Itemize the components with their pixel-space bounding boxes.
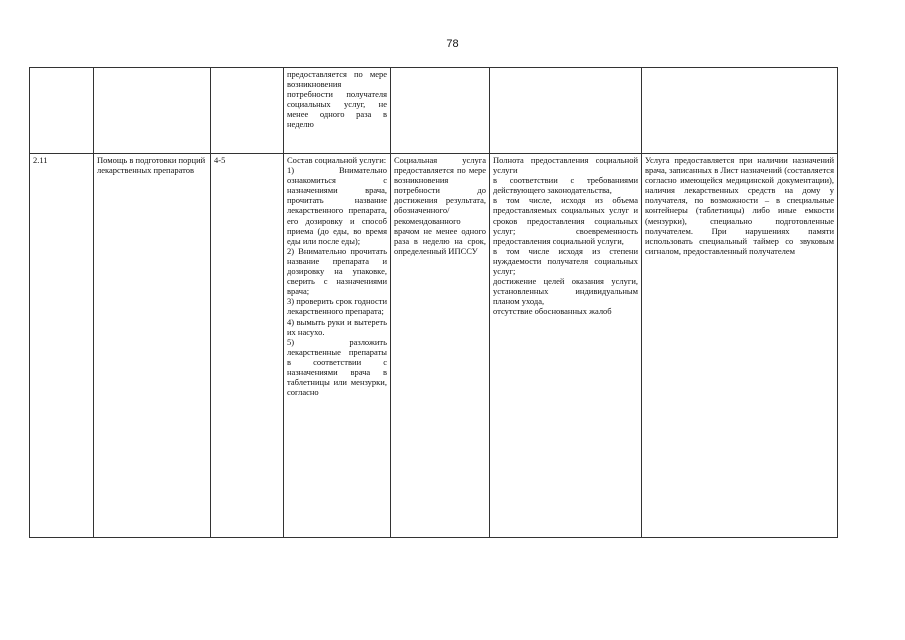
cell-period: предоставляется по мере возникновения потребности получателя социальных услуг, не менее одного раза в неделю (284, 68, 391, 154)
content-line: 3) проверить срок годности лекарственного препарата; (287, 296, 387, 317)
cell-service-name: Помощь в подготовки порций лекарственных препаратов (94, 154, 211, 538)
cell-quality (490, 68, 642, 154)
cell-time-norm (211, 68, 284, 154)
cell-number (30, 68, 94, 154)
content-line: 1) Внимательно ознакомиться с назначениями врача, прочитать название лекарственного препарата, его дозировку и способ приема (до еды, во время еды или после еды); (287, 165, 387, 246)
content-line: 4) вымыть руки и вытереть их насухо. (287, 316, 387, 337)
quality-line: в том числе исходя из степени нуждаемости получателя социальных услуг; (493, 245, 638, 277)
content-line: 5) разложить лекарственные препараты в соответствии с назначениями врача в таблетницы или мензурки, согласно (287, 336, 387, 398)
quality-line: достижение целей оказания услуги, установленных индивидуальным планом ухода, (493, 276, 638, 307)
content-line: Состав социальной услуги: (287, 155, 387, 165)
quality-line: Полнота предоставления социальной услуги (493, 155, 638, 176)
cell-content (284, 154, 391, 538)
cell-conditions: Услуга предоставляется при наличии назначений врача, записанных в Лист назначений (составляется согласно имеющейся медицинской документации), наличия лекарственных средств на дому у получателя, по возможности – в специальные контейнеры (таблетницы) либо иные емкости (мензурки), специально подготовленные получателем. При нарушениях памяти использовать специальный таймер со звуковым сигналом, предоставленный получателем (642, 154, 838, 538)
cell-time-norm: 4-5 (211, 154, 284, 538)
cell-quality (490, 154, 642, 538)
page-number: 78 (446, 38, 459, 50)
services-table (29, 67, 838, 538)
cell-period: Социальная услуга предоставляется по мере возникновения потребности до достижения результата, обозначенного/ рекомендованного врачом не менее одного раза в неделю на срок, определенный ИПССУ (391, 154, 490, 538)
cell-number: 2.11 (30, 154, 94, 538)
quality-line: в том числе, исходя из объема предоставляемых социальных услуг и сроков предоставления социальных услуг; своевременность предоставления социальной услуги, (493, 195, 638, 246)
cell-service-name (94, 68, 211, 154)
cell-conditions (642, 68, 838, 154)
table-row (30, 154, 838, 538)
cell-content (391, 68, 490, 154)
quality-line: в соответствии с требованиями действующего законодательства, (493, 175, 638, 196)
content-line: 2) Внимательно прочитать название препарата и дозировку на упаковке, сверить с назначениями врача; (287, 245, 387, 297)
table-row (30, 68, 838, 154)
quality-line: отсутствие обоснованных жалоб (493, 306, 612, 317)
